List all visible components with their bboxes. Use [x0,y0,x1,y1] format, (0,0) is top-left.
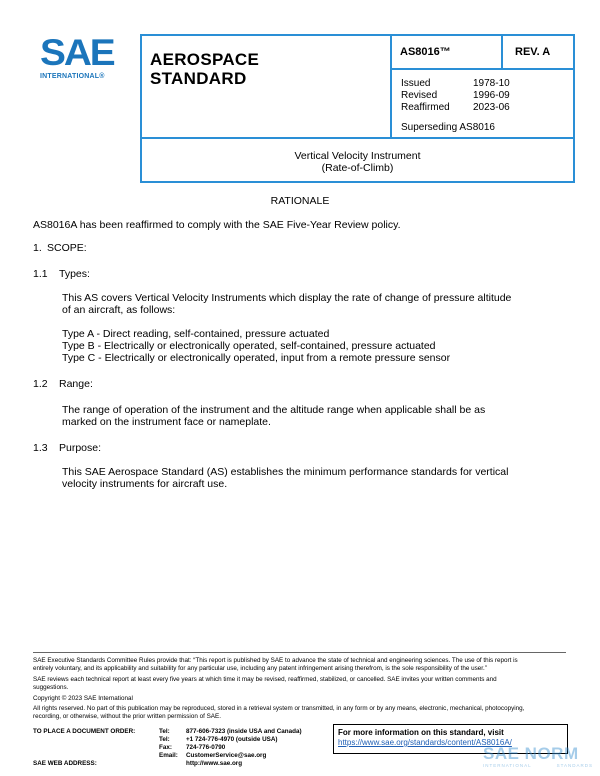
subject-line2: (Rate-of-Climb) [321,162,394,174]
section-number: 1. [33,242,42,254]
doc-type-line2: STANDARD [150,69,247,88]
doc-number: AS8016™ [390,34,503,70]
tel2-value: +1 724-776-4970 (outside USA) [186,736,278,743]
range-paragraph-line1: The range of operation of the instrument and the altitude range when applicable shall be as [62,404,486,416]
revision-label: REV. A [501,34,575,70]
watermark-sub-left: INTERNATIONAL [483,763,532,768]
rights-line1: All rights reserved. No part of this publication may be reproduced, stored in a retrieval system or transmitted, in any form or by any means, electronic, mechanical, photocopying, [33,705,525,712]
rationale-heading: RATIONALE [270,195,330,207]
doc-type-line1: AEROSPACE [150,50,260,69]
dates-box [390,68,575,139]
date-row-revised [401,90,510,102]
dates-table [401,78,510,114]
purpose-paragraph-line2: velocity instruments for aircraft use. [62,478,228,490]
purpose-paragraph-line1: This SAE Aerospace Standard (AS) establishes the minimum performance standards for vertical [62,466,509,478]
committee-rules [33,657,566,673]
info-title: For more information on this standard, visit [338,728,504,737]
type-c: Type C - Electrically or electronically operated, input from a remote pressure sensor [62,352,451,364]
date-row-reaffirmed [401,102,510,114]
date-value: 1978-10 [473,78,510,89]
web-value[interactable]: http://www.sae.org [186,760,243,767]
watermark-main: SAE NORM [483,744,579,763]
date-label: Reaffirmed [401,102,450,113]
date-value: 2023-06 [473,102,510,113]
section-title-types: Types: [59,268,90,280]
fax-value: 724-776-0790 [186,744,226,751]
watermark-sub-right: STANDARDS [556,763,593,768]
rules-line2: entirely voluntary, and its applicability and suitability for any particular use, including any patent infringement arising therefrom, is the sole responsibility of the user.” [33,665,487,672]
logo-mark: SAE [40,32,114,73]
section-number: 1.1 [33,268,48,280]
section-title-range: Range: [59,378,93,390]
superseding-note: Superseding AS8016 [401,122,495,133]
document-type-box [140,34,392,139]
contact-block [33,728,302,768]
review-line1: SAE reviews each technical report at least every five years at which time it may be revised, reaffirmed, stabilized, or cancelled. SAE invites your written comments and [33,676,497,683]
logo-subtitle: INTERNATIONAL® [40,73,105,80]
web-label: SAE WEB ADDRESS: [33,760,97,767]
fax-label: Fax: [159,744,172,751]
rules-line1: SAE Executive Standards Committee Rules provide that: “This report is published by SAE to advance the state of technical and engineering sciences. The use of this report is [33,657,518,664]
types-paragraph-line2: of an aircraft, as follows: [62,304,176,316]
email-value[interactable]: CustomerService@sae.org [186,752,267,759]
footer-divider [33,652,566,653]
section-number: 1.3 [33,442,48,454]
section-number: 1.2 [33,378,48,390]
type-a: Type A - Direct reading, self-contained, pressure actuated [62,328,330,340]
subject-line1: Vertical Velocity Instrument [294,150,421,162]
section-title-purpose: Purpose: [59,442,102,454]
date-row-issued [401,78,510,90]
sae-logo [40,34,120,84]
range-paragraph-line2: marked on the instrument face or nameplate. [62,416,271,428]
date-value: 1996-09 [473,90,510,101]
rights-note [33,705,566,721]
order-label: TO PLACE A DOCUMENT ORDER: [33,728,136,735]
section-title-scope: SCOPE: [47,242,87,254]
email-label: Email: [159,752,178,759]
type-b: Type B - Electrically or electronically operated, self-contained, pressure actuated [62,340,436,352]
rationale-text: AS8016A has been reaffirmed to comply with the SAE Five-Year Review policy. [33,219,401,231]
rights-line2: recording, or otherwise, without the prior written permission of SAE. [33,713,221,720]
review-line2: suggestions. [33,684,69,691]
date-label: Issued [401,78,431,89]
info-link[interactable]: https://www.sae.org/standards/content/AS8016A/ [338,738,512,747]
copyright: Copyright © 2023 SAE International [33,695,133,702]
tel2-label: Tel: [159,736,170,743]
subject-box [140,137,575,183]
types-paragraph-line1: This AS covers Vertical Velocity Instruments which display the rate of change of pressure altitude [62,292,512,304]
review-note [33,676,566,692]
date-label: Revised [401,90,438,101]
tel-label: Tel: [159,728,170,735]
tel-value: 877-606-7323 (inside USA and Canada) [186,728,302,735]
watermark [483,745,598,775]
